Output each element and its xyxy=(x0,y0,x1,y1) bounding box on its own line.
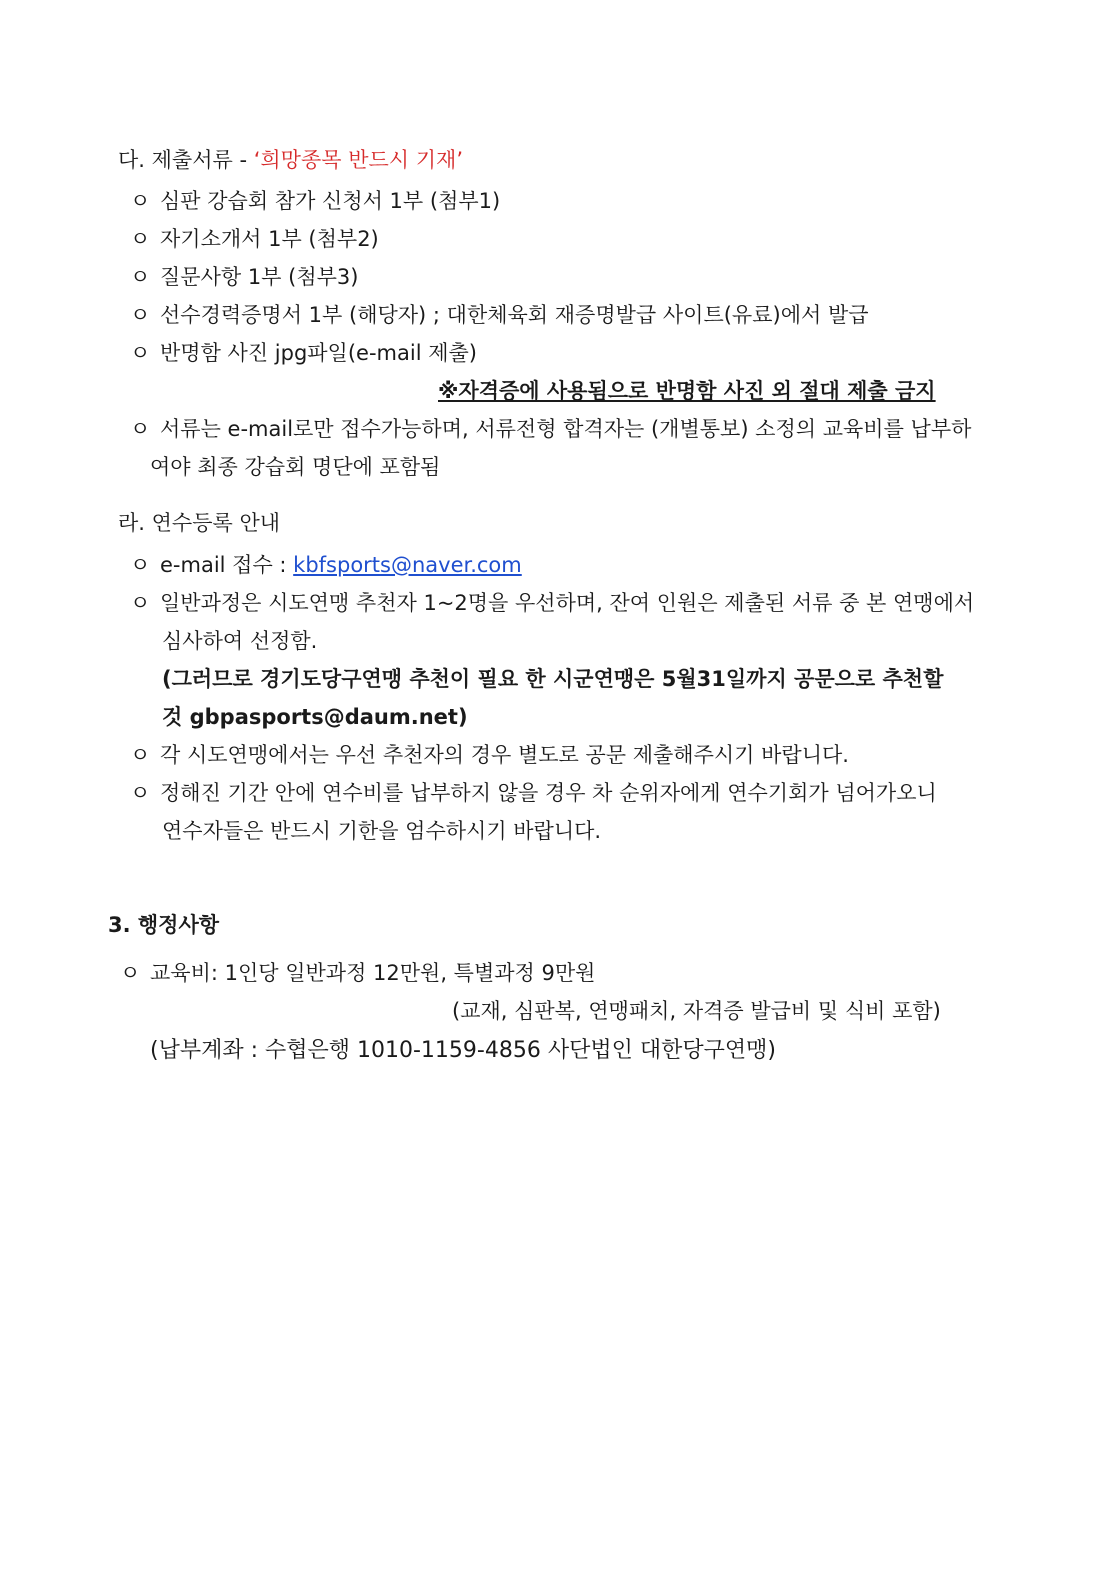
bullet-icon: ㅇ xyxy=(120,961,141,985)
bullet-icon: ㅇ xyxy=(130,265,151,289)
photo-warning: ※자격증에 사용됨으로 반명함 사진 외 절대 제출 금지 xyxy=(438,379,936,403)
section-ra-heading: 라. 연수등록 안내 xyxy=(118,511,281,535)
list-item xyxy=(130,262,358,292)
bullet-icon: ㅇ xyxy=(130,743,151,767)
email-label: e-mail 접수 : xyxy=(160,553,294,577)
bullet-icon: ㅇ xyxy=(130,591,151,615)
recommendation-note-line1: (그러므로 경기도당구연맹 추천이 필요 한 시군연맹은 5월31일까지 공문으로 추천할 xyxy=(162,667,944,691)
list-item-text: 반명함 사진 jpg파일(e-mail 제출) xyxy=(160,341,477,365)
bullet-icon: ㅇ xyxy=(130,341,151,365)
payment-account: (납부계좌 : 수협은행 1010-1159-4856 사단법인 대한당구연맹) xyxy=(150,1038,776,1063)
fee-item xyxy=(120,958,595,988)
general-course-item xyxy=(130,588,974,618)
email-item xyxy=(130,550,522,580)
list-item-text: 선수경력증명서 1부 (해당자) ; 대한체육회 재증명발급 사이트(유료)에서 발급 xyxy=(160,303,869,327)
deadline-item xyxy=(130,778,937,808)
section-da-heading xyxy=(118,145,463,175)
general-course-line2: 심사하여 선정함. xyxy=(162,629,318,653)
deadline-line2: 연수자들은 반드시 기한을 엄수하시기 바랍니다. xyxy=(162,819,602,843)
notice-text: 각 시도연맹에서는 우선 추천자의 경우 별도로 공문 제출해주시기 바랍니다. xyxy=(160,743,849,767)
recommendation-note-line2: 것 gbpasports@daum.net) xyxy=(162,705,468,729)
docs-note xyxy=(130,414,971,444)
list-item xyxy=(130,338,477,368)
general-course-line1: 일반과정은 시도연맹 추천자 1~2명을 우선하며, 잔여 인원은 제출된 서류 중 본 연맹에서 xyxy=(160,591,975,615)
notice-item xyxy=(130,740,849,770)
list-item xyxy=(130,224,379,254)
section-3-heading: 3. 행정사항 xyxy=(108,913,220,937)
list-item-text: 질문사항 1부 (첨부3) xyxy=(160,265,359,289)
bullet-icon: ㅇ xyxy=(130,553,151,577)
bullet-icon: ㅇ xyxy=(130,227,151,251)
fee-text: 교육비: 1인당 일반과정 12만원, 특별과정 9만원 xyxy=(150,961,596,985)
list-item xyxy=(130,300,869,330)
deadline-line1: 정해진 기간 안에 연수비를 납부하지 않을 경우 차 순위자에게 연수기회가 넘어가오니 xyxy=(160,781,937,805)
list-item xyxy=(130,186,500,216)
list-item-text: 심판 강습회 참가 신청서 1부 (첨부1) xyxy=(160,189,501,213)
bullet-icon: ㅇ xyxy=(130,781,151,805)
bullet-icon: ㅇ xyxy=(130,303,151,327)
fee-includes: (교재, 심판복, 연맹패치, 자격증 발급비 및 식비 포함) xyxy=(452,999,941,1023)
section-da-heading-text: 다. 제출서류 - xyxy=(118,148,254,172)
list-item-text: 자기소개서 1부 (첨부2) xyxy=(160,227,379,251)
docs-note-line1: 서류는 e-mail로만 접수가능하며, 서류전형 합격자는 (개별통보) 소정의 교육비를 납부하 xyxy=(160,417,972,441)
bullet-icon: ㅇ xyxy=(130,189,151,213)
docs-note-line2: 여야 최종 강습회 명단에 포함됨 xyxy=(150,455,441,479)
section-da-highlight: ‘희망종목 반드시 기재’ xyxy=(253,148,463,172)
email-link[interactable]: kbfsports@naver.com xyxy=(293,553,522,577)
bullet-icon: ㅇ xyxy=(130,417,151,441)
